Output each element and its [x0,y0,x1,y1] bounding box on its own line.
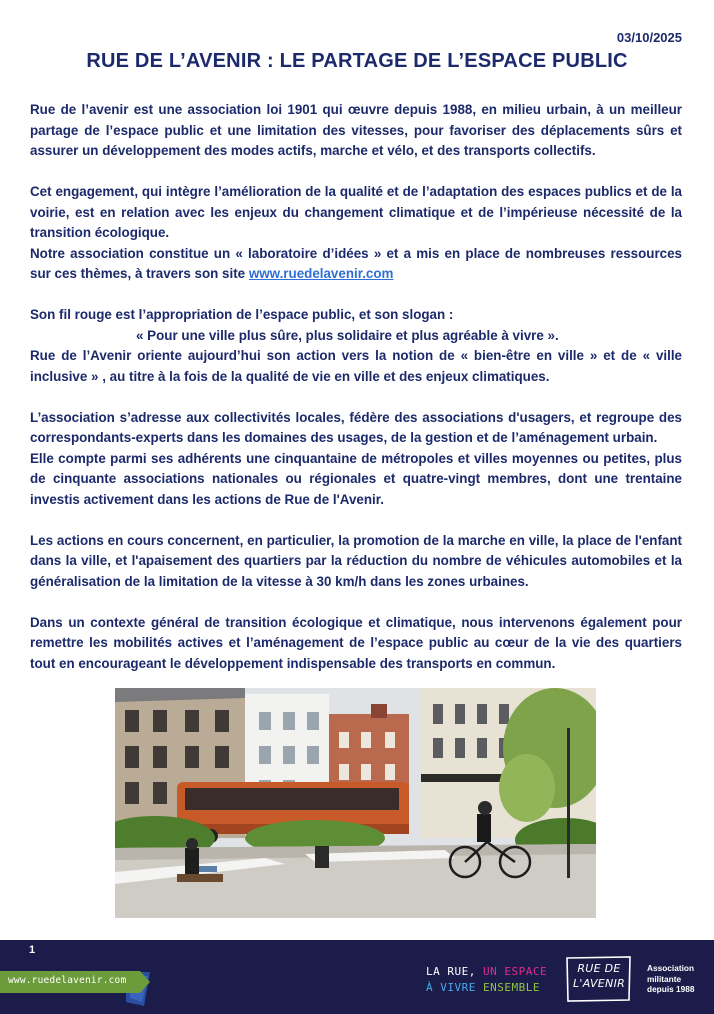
association-line-3: depuis 1988 [647,984,695,994]
tagline-word-rue: LA RUE, [426,965,476,978]
paragraph-resources [30,244,682,285]
page-number: 1 [29,944,36,956]
resources-text: Notre association constitue un « laboratoire d’idées » et a mis en place de nombreuses ressources sur ces thèmes, à travers son site [30,245,682,281]
association-line-1: Association [647,963,695,973]
paragraph-slogan-intro: Son fil rouge est l’appropriation de l’espace public, et son slogan : [30,307,454,322]
tagline-word-espace: UN ESPACE [482,965,548,978]
paragraph-audience: L’association s’adresse aux collectivités locales, fédère des associations d'usagers, et regroupe des correspondants-experts dans les domaines des usages, de la gestion et de l’aménagement urbain. [30,409,682,445]
paragraph-members: Elle compte parmi ses adhérents une cinquantaine de métropoles et villes moyennes ou petites, plus de cinquante associations nationales ou régionales et quatre-vingt membres, dont une trentaine investis activement dans les actions de Rue de l'Avenir. [30,450,682,507]
logo-line-1: RUE DE [577,962,621,975]
street-photo [115,688,596,918]
association-caption [647,963,695,995]
tagline-line-1 [426,964,547,980]
tagline-line-2 [426,980,547,996]
logo-text [570,961,628,991]
logo-line-2: L'AVENIR [572,977,626,990]
slogan: « Pour une ville plus sûre, plus solidaire et plus agréable à vivre ». [136,327,559,343]
document-body [30,100,682,674]
document-title: RUE DE L’AVENIR : LE PARTAGE DE L’ESPACE PUBLIC [86,50,628,72]
association-line-2: militante [647,973,682,984]
footer-tagline [426,964,547,996]
paragraph-context: Dans un contexte général de transition écologique et climatique, nous intervenons également pour remettre les mobilités actives et l’aménagement de l’espace public au cœur de la vie des quartiers tout en encourageant le développement indispensable des transports en commun. [30,614,682,671]
paragraph-wellbeing: Rue de l’Avenir oriente aujourd’hui son action vers la notion de « bien-être en ville » et de « ville inclusive » , au titre à la fois de la qualité de vie en ville et des enjeux climatiques. [30,348,682,384]
paragraph-intro: Rue de l’avenir est une association loi 1901 qui œuvre depuis 1988, en milieu urbain, à un meilleur partage de l’espace public et une limitation des vitesses, pour favoriser des déplacements sûrs et assurer un développement des modes actifs, marche et vélo, et des transports collectifs. [30,102,682,158]
footer-url-band-tip [140,971,150,993]
website-link[interactable]: www.ruedelavenir.com [248,266,394,281]
paragraph-engagement: Cet engagement, qui intègre l’amélioration de la qualité et de l’adaptation des espaces publics et de la voirie, est en relation avec les enjeux du changement climatique et de l’impérieuse nécessité de la transition écologique. [30,184,682,240]
tagline-word-vivre: À VIVRE [426,981,476,994]
tagline-word-ensemble: ENSEMBLE [482,981,540,994]
document-date: 03/10/2025 [616,30,682,45]
paragraph-actions: Les actions en cours concernent, en particulier, la promotion de la marche en ville, la place de l'enfant dans la ville, et l'apaisement des quartiers par la réduction du nombre de véhicules automobiles et la généralisation de la limitation de la vitesse à 30 km/h dans les zones urbaines. [30,532,682,589]
footer-website-link[interactable]: www.ruedelavenir.com [8,975,127,986]
